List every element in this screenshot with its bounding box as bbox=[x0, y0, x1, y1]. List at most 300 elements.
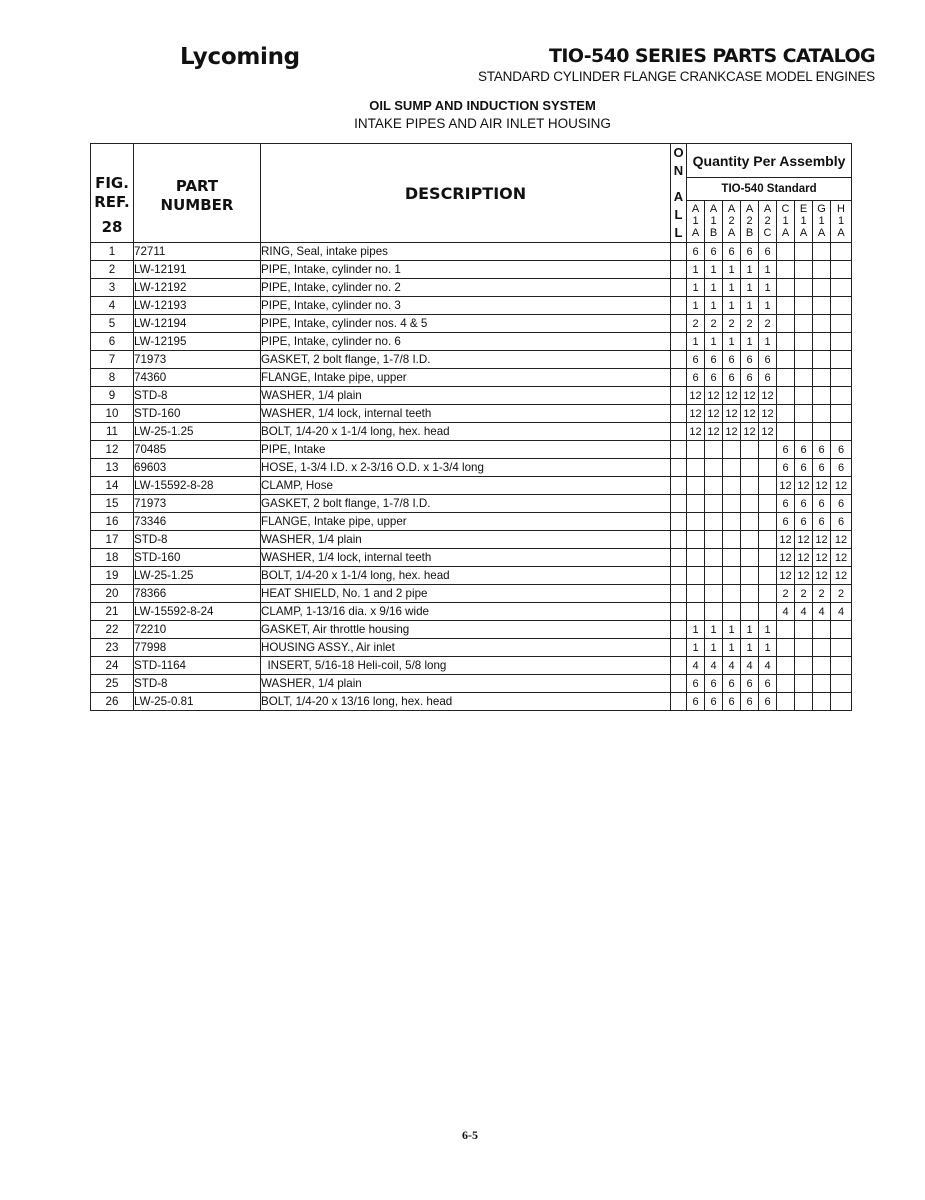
quantity-cell: 6 bbox=[813, 513, 831, 531]
quantity-cell bbox=[759, 441, 777, 459]
quantity-cell: 1 bbox=[723, 279, 741, 297]
quantity-cell: 2 bbox=[723, 315, 741, 333]
quantity-cell bbox=[705, 513, 723, 531]
quantity-cell bbox=[741, 603, 759, 621]
quantity-cell bbox=[705, 531, 723, 549]
quantity-cell: 1 bbox=[741, 297, 759, 315]
quantity-cell: 1 bbox=[687, 621, 705, 639]
section-subtitle: INTAKE PIPES AND AIR INLET HOUSING bbox=[354, 116, 611, 131]
onal-cell bbox=[671, 459, 687, 477]
quantity-cell bbox=[687, 531, 705, 549]
quantity-cell: 12 bbox=[741, 387, 759, 405]
quantity-cell: 2 bbox=[777, 585, 795, 603]
onal-header: O N A L L bbox=[671, 144, 687, 243]
quantity-cell: 4 bbox=[831, 603, 852, 621]
fig-ref-cell: 15 bbox=[91, 495, 134, 513]
quantity-cell: 6 bbox=[705, 351, 723, 369]
description-cell: HOSE, 1-3/4 I.D. x 2-3/16 O.D. x 1-3/4 long bbox=[261, 459, 671, 477]
standard-models-header: TIO-540 Standard bbox=[687, 178, 852, 200]
quantity-cell bbox=[687, 477, 705, 495]
quantity-cell bbox=[723, 585, 741, 603]
quantity-cell: 2 bbox=[759, 315, 777, 333]
model-column-header: A 2 B bbox=[741, 200, 759, 242]
quantity-cell: 1 bbox=[741, 333, 759, 351]
table-row bbox=[91, 639, 852, 657]
quantity-cell bbox=[813, 387, 831, 405]
quantity-cell bbox=[687, 495, 705, 513]
quantity-cell: 6 bbox=[795, 441, 813, 459]
description-cell: BOLT, 1/4-20 x 1-1/4 long, hex. head bbox=[261, 567, 671, 585]
part-number-cell: 69603 bbox=[134, 459, 261, 477]
description-cell: WASHER, 1/4 plain bbox=[261, 531, 671, 549]
onal-cell bbox=[671, 423, 687, 441]
quantity-cell: 6 bbox=[795, 495, 813, 513]
onal-cell bbox=[671, 621, 687, 639]
model-column-header: A 2 A bbox=[723, 200, 741, 242]
quantity-cell bbox=[795, 315, 813, 333]
quantity-cell bbox=[831, 243, 852, 261]
onal-cell bbox=[671, 495, 687, 513]
quantity-cell: 6 bbox=[813, 459, 831, 477]
quantity-cell: 1 bbox=[759, 279, 777, 297]
quantity-cell: 6 bbox=[687, 351, 705, 369]
quantity-cell: 12 bbox=[741, 405, 759, 423]
quantity-cell bbox=[813, 243, 831, 261]
fig-ref-cell: 16 bbox=[91, 513, 134, 531]
quantity-cell bbox=[741, 495, 759, 513]
description-cell: BOLT, 1/4-20 x 13/16 long, hex. head bbox=[261, 693, 671, 711]
onal-cell bbox=[671, 441, 687, 459]
onal-cell bbox=[671, 243, 687, 261]
description-cell: HEAT SHIELD, No. 1 and 2 pipe bbox=[261, 585, 671, 603]
quantity-cell bbox=[723, 495, 741, 513]
quantity-cell: 12 bbox=[705, 405, 723, 423]
description-cell: GASKET, 2 bolt flange, 1-7/8 I.D. bbox=[261, 351, 671, 369]
quantity-cell bbox=[831, 333, 852, 351]
quantity-cell: 12 bbox=[723, 423, 741, 441]
quantity-cell: 1 bbox=[687, 297, 705, 315]
part-number-cell: LW-15592-8-28 bbox=[134, 477, 261, 495]
table-row bbox=[91, 567, 852, 585]
part-number-header: PART NUMBER bbox=[134, 144, 261, 243]
table-row bbox=[91, 603, 852, 621]
quantity-cell bbox=[813, 261, 831, 279]
onal-cell bbox=[671, 657, 687, 675]
quantity-cell: 12 bbox=[813, 477, 831, 495]
catalog-title: TIO-540 SERIES PARTS CATALOG bbox=[549, 45, 875, 67]
quantity-cell bbox=[723, 567, 741, 585]
quantity-cell bbox=[741, 567, 759, 585]
quantity-cell: 12 bbox=[795, 567, 813, 585]
quantity-cell bbox=[795, 639, 813, 657]
quantity-cell: 1 bbox=[723, 333, 741, 351]
onal-cell bbox=[671, 549, 687, 567]
quantity-cell: 1 bbox=[687, 261, 705, 279]
model-column-header: G 1 A bbox=[813, 200, 831, 242]
quantity-cell bbox=[687, 459, 705, 477]
onal-cell bbox=[671, 513, 687, 531]
quantity-cell bbox=[813, 405, 831, 423]
quantity-cell: 12 bbox=[813, 567, 831, 585]
fig-ref-cell: 24 bbox=[91, 657, 134, 675]
quantity-cell bbox=[759, 549, 777, 567]
quantity-cell: 6 bbox=[777, 513, 795, 531]
quantity-cell: 1 bbox=[741, 261, 759, 279]
quantity-cell bbox=[831, 297, 852, 315]
description-cell: CLAMP, Hose bbox=[261, 477, 671, 495]
quantity-cell: 12 bbox=[687, 405, 705, 423]
quantity-cell bbox=[759, 603, 777, 621]
quantity-cell: 6 bbox=[705, 369, 723, 387]
table-row bbox=[91, 531, 852, 549]
description-cell: GASKET, 2 bolt flange, 1-7/8 I.D. bbox=[261, 495, 671, 513]
quantity-cell: 12 bbox=[741, 423, 759, 441]
quantity-cell: 6 bbox=[705, 243, 723, 261]
description-cell: CLAMP, 1-13/16 dia. x 9/16 wide bbox=[261, 603, 671, 621]
quantity-cell: 1 bbox=[759, 297, 777, 315]
quantity-cell bbox=[795, 297, 813, 315]
description-cell: PIPE, Intake, cylinder no. 2 bbox=[261, 279, 671, 297]
quantity-cell: 1 bbox=[687, 279, 705, 297]
fig-ref-cell: 4 bbox=[91, 297, 134, 315]
description-cell: BOLT, 1/4-20 x 1-1/4 long, hex. head bbox=[261, 423, 671, 441]
quantity-cell: 1 bbox=[759, 333, 777, 351]
quantity-cell bbox=[723, 549, 741, 567]
quantity-cell: 6 bbox=[813, 495, 831, 513]
catalog-subtitle: STANDARD CYLINDER FLANGE CRANKCASE MODEL ENGINES bbox=[478, 69, 875, 84]
quantity-cell: 6 bbox=[831, 513, 852, 531]
quantity-cell: 12 bbox=[687, 387, 705, 405]
quantity-cell: 6 bbox=[723, 243, 741, 261]
quantity-cell bbox=[777, 693, 795, 711]
quantity-cell: 1 bbox=[759, 261, 777, 279]
quantity-cell bbox=[777, 387, 795, 405]
quantity-cell: 6 bbox=[831, 495, 852, 513]
quantity-cell: 12 bbox=[831, 549, 852, 567]
quantity-cell bbox=[777, 423, 795, 441]
table-row bbox=[91, 297, 852, 315]
description-cell: WASHER, 1/4 plain bbox=[261, 387, 671, 405]
table-row bbox=[91, 549, 852, 567]
fig-ref-cell: 25 bbox=[91, 675, 134, 693]
quantity-cell bbox=[795, 369, 813, 387]
quantity-cell: 6 bbox=[813, 441, 831, 459]
quantity-cell bbox=[831, 639, 852, 657]
onal-cell bbox=[671, 297, 687, 315]
quantity-cell bbox=[831, 657, 852, 675]
quantity-cell bbox=[741, 459, 759, 477]
quantity-cell bbox=[777, 657, 795, 675]
quantity-cell: 12 bbox=[759, 405, 777, 423]
description-cell: INSERT, 5/16-18 Heli-coil, 5/8 long bbox=[261, 657, 671, 675]
table-row bbox=[91, 693, 852, 711]
part-number-cell: 74360 bbox=[134, 369, 261, 387]
quantity-cell bbox=[777, 621, 795, 639]
quantity-cell: 6 bbox=[741, 675, 759, 693]
quantity-cell bbox=[759, 513, 777, 531]
description-cell: PIPE, Intake, cylinder no. 6 bbox=[261, 333, 671, 351]
description-cell: HOUSING ASSY., Air inlet bbox=[261, 639, 671, 657]
quantity-cell bbox=[777, 405, 795, 423]
description-cell: PIPE, Intake, cylinder no. 3 bbox=[261, 297, 671, 315]
fig-ref-cell: 23 bbox=[91, 639, 134, 657]
table-row bbox=[91, 459, 852, 477]
fig-ref-cell: 5 bbox=[91, 315, 134, 333]
quantity-cell: 4 bbox=[741, 657, 759, 675]
quantity-cell bbox=[777, 243, 795, 261]
quantity-cell bbox=[741, 441, 759, 459]
quantity-cell bbox=[759, 567, 777, 585]
quantity-cell: 12 bbox=[777, 531, 795, 549]
quantity-cell bbox=[813, 675, 831, 693]
description-cell: FLANGE, Intake pipe, upper bbox=[261, 369, 671, 387]
quantity-cell: 1 bbox=[705, 639, 723, 657]
quantity-cell: 2 bbox=[687, 315, 705, 333]
onal-cell bbox=[671, 333, 687, 351]
quantity-cell bbox=[705, 495, 723, 513]
quantity-cell: 6 bbox=[795, 459, 813, 477]
quantity-cell: 1 bbox=[705, 279, 723, 297]
model-column-header: A 2 C bbox=[759, 200, 777, 242]
quantity-cell: 12 bbox=[795, 531, 813, 549]
quantity-cell bbox=[687, 513, 705, 531]
quantity-cell bbox=[813, 657, 831, 675]
model-column-header: H 1 A bbox=[831, 200, 852, 242]
quantity-cell bbox=[777, 369, 795, 387]
table-row bbox=[91, 513, 852, 531]
part-number-cell: LW-12193 bbox=[134, 297, 261, 315]
quantity-cell bbox=[795, 693, 813, 711]
quantity-cell bbox=[795, 675, 813, 693]
part-number-cell: STD-1164 bbox=[134, 657, 261, 675]
table-row bbox=[91, 315, 852, 333]
quantity-cell bbox=[795, 333, 813, 351]
quantity-cell: 12 bbox=[831, 531, 852, 549]
page-number: 6-5 bbox=[462, 1128, 478, 1142]
fig-ref-cell: 18 bbox=[91, 549, 134, 567]
quantity-cell: 1 bbox=[705, 333, 723, 351]
quantity-cell bbox=[723, 531, 741, 549]
part-number-cell: LW-12192 bbox=[134, 279, 261, 297]
quantity-cell bbox=[831, 693, 852, 711]
table-row bbox=[91, 621, 852, 639]
quantity-cell: 6 bbox=[723, 351, 741, 369]
quantity-cell: 1 bbox=[723, 639, 741, 657]
quantity-cell: 4 bbox=[723, 657, 741, 675]
quantity-cell bbox=[687, 603, 705, 621]
quantity-cell: 12 bbox=[777, 477, 795, 495]
quantity-cell: 12 bbox=[759, 423, 777, 441]
quantity-cell bbox=[759, 531, 777, 549]
part-number-cell: STD-8 bbox=[134, 387, 261, 405]
quantity-cell bbox=[723, 459, 741, 477]
quantity-cell bbox=[705, 549, 723, 567]
part-number-cell: 71973 bbox=[134, 495, 261, 513]
quantity-cell bbox=[831, 279, 852, 297]
fig-ref-cell: 9 bbox=[91, 387, 134, 405]
quantity-cell bbox=[741, 549, 759, 567]
quantity-cell bbox=[705, 585, 723, 603]
quantity-cell bbox=[831, 387, 852, 405]
quantity-cell: 12 bbox=[723, 405, 741, 423]
onal-cell bbox=[671, 351, 687, 369]
fig-ref-cell: 21 bbox=[91, 603, 134, 621]
part-number-cell: 70485 bbox=[134, 441, 261, 459]
quantity-cell bbox=[777, 333, 795, 351]
quantity-cell bbox=[813, 315, 831, 333]
fig-ref-cell: 2 bbox=[91, 261, 134, 279]
quantity-cell bbox=[813, 621, 831, 639]
onal-cell bbox=[671, 369, 687, 387]
fig-ref-cell: 1 bbox=[91, 243, 134, 261]
fig-ref-cell: 8 bbox=[91, 369, 134, 387]
table-row bbox=[91, 441, 852, 459]
quantity-cell: 6 bbox=[759, 351, 777, 369]
fig-ref-cell: 3 bbox=[91, 279, 134, 297]
quantity-cell: 6 bbox=[723, 675, 741, 693]
quantity-cell bbox=[705, 477, 723, 495]
description-cell: WASHER, 1/4 plain bbox=[261, 675, 671, 693]
quantity-cell bbox=[813, 297, 831, 315]
fig-ref-cell: 10 bbox=[91, 405, 134, 423]
onal-cell bbox=[671, 693, 687, 711]
quantity-cell bbox=[777, 351, 795, 369]
onal-cell bbox=[671, 567, 687, 585]
fig-ref-cell: 22 bbox=[91, 621, 134, 639]
quantity-cell: 6 bbox=[759, 693, 777, 711]
table-row bbox=[91, 585, 852, 603]
quantity-cell bbox=[795, 261, 813, 279]
description-cell: PIPE, Intake, cylinder no. 1 bbox=[261, 261, 671, 279]
quantity-cell bbox=[777, 675, 795, 693]
quantity-cell bbox=[723, 477, 741, 495]
quantity-cell: 12 bbox=[831, 477, 852, 495]
quantity-cell bbox=[723, 603, 741, 621]
quantity-cell: 6 bbox=[687, 369, 705, 387]
parts-table bbox=[90, 143, 852, 711]
quantity-cell bbox=[795, 279, 813, 297]
quantity-cell: 12 bbox=[759, 387, 777, 405]
quantity-cell bbox=[831, 351, 852, 369]
quantity-cell bbox=[831, 369, 852, 387]
quantity-cell bbox=[687, 441, 705, 459]
quantity-cell: 6 bbox=[741, 243, 759, 261]
table-row bbox=[91, 261, 852, 279]
quantity-cell: 6 bbox=[723, 693, 741, 711]
part-number-cell: STD-8 bbox=[134, 531, 261, 549]
quantity-cell: 4 bbox=[687, 657, 705, 675]
quantity-cell: 12 bbox=[705, 387, 723, 405]
quantity-cell bbox=[723, 441, 741, 459]
table-row bbox=[91, 657, 852, 675]
quantity-cell bbox=[795, 423, 813, 441]
quantity-cell: 1 bbox=[723, 621, 741, 639]
fig-ref-cell: 11 bbox=[91, 423, 134, 441]
quantity-cell bbox=[813, 693, 831, 711]
quantity-cell: 1 bbox=[759, 621, 777, 639]
onal-cell bbox=[671, 405, 687, 423]
quantity-cell: 2 bbox=[705, 315, 723, 333]
quantity-cell: 1 bbox=[759, 639, 777, 657]
quantity-cell bbox=[831, 405, 852, 423]
fig-ref-cell: 14 bbox=[91, 477, 134, 495]
quantity-cell bbox=[795, 405, 813, 423]
quantity-cell bbox=[759, 495, 777, 513]
quantity-cell: 4 bbox=[795, 603, 813, 621]
quantity-cell: 6 bbox=[687, 693, 705, 711]
quantity-cell: 1 bbox=[723, 297, 741, 315]
quantity-cell: 12 bbox=[795, 549, 813, 567]
quantity-cell: 6 bbox=[705, 693, 723, 711]
onal-cell bbox=[671, 315, 687, 333]
quantity-cell bbox=[705, 459, 723, 477]
part-number-cell: LW-12194 bbox=[134, 315, 261, 333]
quantity-cell: 12 bbox=[813, 549, 831, 567]
quantity-cell: 6 bbox=[705, 675, 723, 693]
quantity-cell bbox=[777, 261, 795, 279]
quantity-cell bbox=[777, 639, 795, 657]
quantity-cell bbox=[741, 513, 759, 531]
quantity-cell bbox=[759, 585, 777, 603]
fig-ref-cell: 19 bbox=[91, 567, 134, 585]
quantity-cell: 1 bbox=[705, 297, 723, 315]
brand-logo-text: Lycoming bbox=[180, 44, 300, 70]
quantity-cell: 12 bbox=[777, 567, 795, 585]
onal-cell bbox=[671, 675, 687, 693]
quantity-cell: 12 bbox=[777, 549, 795, 567]
quantity-cell: 1 bbox=[741, 639, 759, 657]
model-column-header: C 1 A bbox=[777, 200, 795, 242]
onal-cell bbox=[671, 585, 687, 603]
quantity-cell: 6 bbox=[741, 369, 759, 387]
fig-ref-header: FIG. REF. 28 bbox=[91, 144, 134, 243]
quantity-cell: 6 bbox=[687, 243, 705, 261]
table-row bbox=[91, 495, 852, 513]
part-number-cell: STD-160 bbox=[134, 549, 261, 567]
quantity-cell: 1 bbox=[741, 279, 759, 297]
quantity-cell: 6 bbox=[831, 441, 852, 459]
quantity-cell: 1 bbox=[705, 261, 723, 279]
quantity-cell bbox=[705, 603, 723, 621]
quantity-cell: 6 bbox=[777, 495, 795, 513]
quantity-cell: 4 bbox=[705, 657, 723, 675]
quantity-cell: 1 bbox=[723, 261, 741, 279]
fig-ref-cell: 6 bbox=[91, 333, 134, 351]
quantity-cell bbox=[777, 315, 795, 333]
quantity-cell bbox=[831, 261, 852, 279]
quantity-cell bbox=[741, 531, 759, 549]
quantity-cell: 1 bbox=[705, 621, 723, 639]
quantity-cell: 2 bbox=[813, 585, 831, 603]
fig-ref-cell: 12 bbox=[91, 441, 134, 459]
quantity-cell bbox=[813, 351, 831, 369]
part-number-cell: STD-8 bbox=[134, 675, 261, 693]
part-number-cell: STD-160 bbox=[134, 405, 261, 423]
quantity-cell: 6 bbox=[741, 351, 759, 369]
part-number-cell: LW-25-0.81 bbox=[134, 693, 261, 711]
quantity-cell bbox=[723, 513, 741, 531]
quantity-cell: 1 bbox=[687, 333, 705, 351]
quantity-cell: 2 bbox=[741, 315, 759, 333]
quantity-cell bbox=[831, 621, 852, 639]
fig-ref-cell: 17 bbox=[91, 531, 134, 549]
section-title: OIL SUMP AND INDUCTION SYSTEM bbox=[369, 98, 596, 113]
part-number-cell: 71973 bbox=[134, 351, 261, 369]
model-column-header: A 1 B bbox=[705, 200, 723, 242]
part-number-cell: LW-15592-8-24 bbox=[134, 603, 261, 621]
part-number-cell: 77998 bbox=[134, 639, 261, 657]
table-row bbox=[91, 351, 852, 369]
